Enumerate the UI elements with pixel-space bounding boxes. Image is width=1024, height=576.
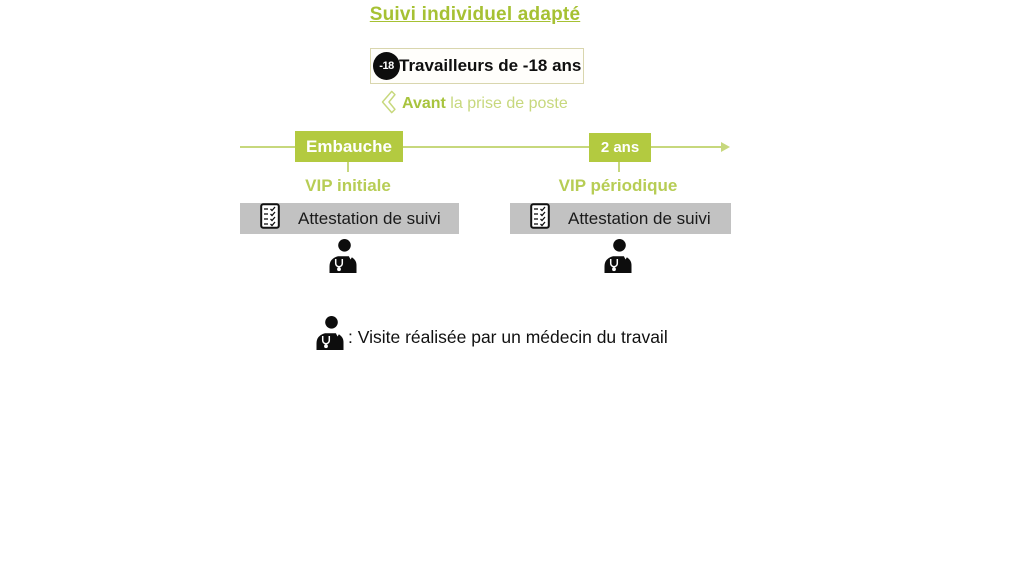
checklist-icon xyxy=(260,203,280,234)
legend-text: : Visite réalisée par un médecin du travail xyxy=(348,327,668,347)
doctor-icon xyxy=(602,238,634,279)
attestation-bar xyxy=(240,203,459,234)
attestation-bar xyxy=(510,203,731,234)
doctor-icon xyxy=(327,238,359,279)
milestone-connector xyxy=(618,162,620,172)
page-title: Suivi individuel adapté xyxy=(369,4,581,25)
milestone-embauche: Embauche xyxy=(295,131,403,162)
phase-row xyxy=(379,91,568,117)
vip-periodique-label: VIP périodique xyxy=(558,176,678,195)
audience-label: Travailleurs de -18 ans xyxy=(399,56,582,75)
attestation-label: Attestation de suivi xyxy=(568,208,711,228)
milestone-connector xyxy=(347,162,349,172)
chevron-left-icon xyxy=(379,90,398,119)
audience-box xyxy=(370,48,584,84)
phase-rest: la prise de poste xyxy=(445,95,568,112)
milestone-2ans: 2 ans xyxy=(589,133,651,162)
vip-initiale-label: VIP initiale xyxy=(305,176,391,195)
attestation-label: Attestation de suivi xyxy=(298,208,441,228)
minus-18-badge: -18 xyxy=(373,52,400,80)
phase-emphasis: Avant xyxy=(402,95,446,112)
checklist-icon xyxy=(530,203,550,234)
timeline-arrowhead-icon xyxy=(721,142,730,152)
doctor-icon xyxy=(314,315,346,356)
